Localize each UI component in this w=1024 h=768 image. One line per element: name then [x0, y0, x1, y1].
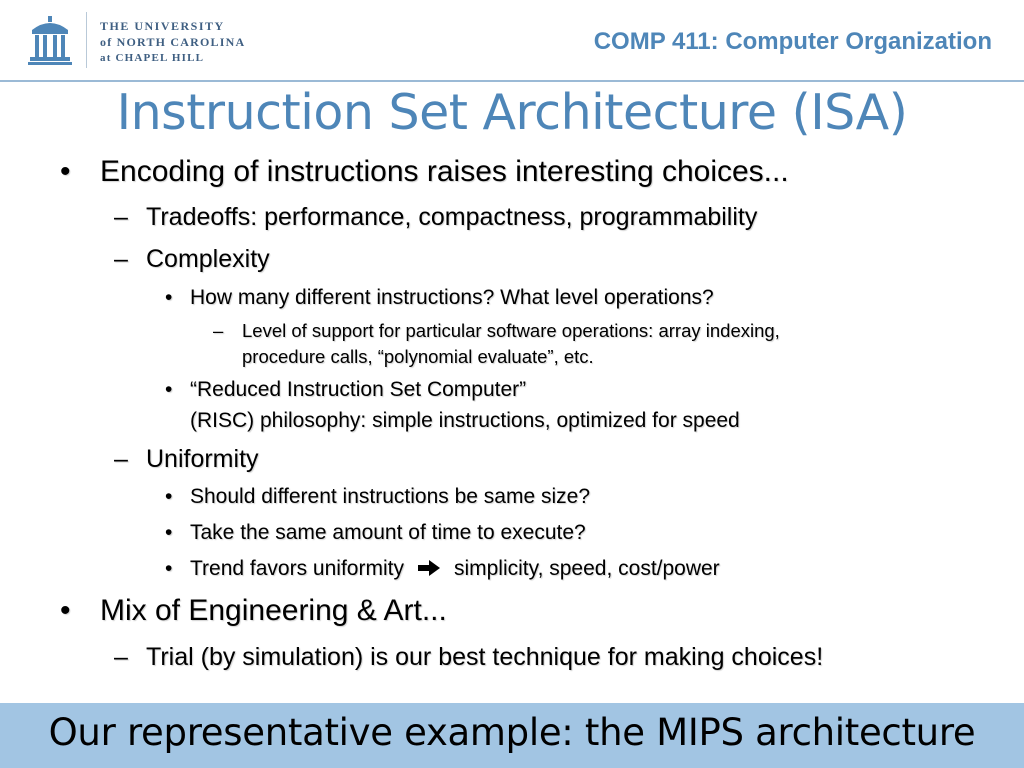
bullet-marker: •	[60, 155, 71, 188]
dash-marker: –	[114, 445, 128, 473]
bullet-complexity: Complexity	[146, 245, 270, 273]
bullet-risc-cont: (RISC) philosophy: simple instructions, optimized for speed	[190, 409, 740, 432]
slide-title: Instruction Set Architecture (ISA)	[116, 84, 908, 141]
bullet-marker: •	[165, 286, 173, 309]
dash-marker: –	[213, 320, 224, 341]
trend-result-text: simplicity, speed, cost/power	[453, 557, 720, 580]
course-title: COMP 411: Computer Organization	[593, 28, 992, 55]
bullet-level-support: Level of support for particular software operations: array indexing,	[242, 320, 780, 341]
bullet-same-size: Should different instructions be same size?	[190, 485, 591, 508]
bullet-encoding: Encoding of instructions raises interesting choices...	[100, 155, 789, 188]
bullet-marker: •	[165, 521, 173, 544]
bullet-tradeoffs: Tradeoffs: performance, compactness, programmability	[146, 203, 758, 231]
footer-banner	[0, 703, 1024, 768]
bullet-trend	[190, 557, 720, 581]
dash-marker: –	[114, 245, 128, 273]
bullet-how-many: How many different instructions? What level operations?	[190, 286, 714, 309]
university-line-2: of NORTH CAROLINA	[100, 35, 246, 49]
bullet-trial: Trial (by simulation) is our best technique for making choices!	[146, 643, 824, 671]
bullet-mix: Mix of Engineering & Art...	[100, 594, 447, 627]
bullet-marker: •	[165, 378, 173, 401]
right-arrow-icon	[418, 560, 440, 576]
dash-marker: –	[114, 643, 128, 671]
bullet-marker: •	[60, 594, 71, 627]
bullet-marker: •	[165, 485, 173, 508]
bullet-same-time: Take the same amount of time to execute?	[190, 521, 586, 544]
dash-marker: –	[114, 203, 128, 231]
footer-text: Our representative example: the MIPS architecture	[48, 711, 976, 754]
bullet-risc: “Reduced Instruction Set Computer”	[190, 378, 527, 401]
bullet-uniformity: Uniformity	[146, 445, 259, 473]
university-line-1: THE UNIVERSITY	[100, 19, 225, 33]
bullet-level-support-cont: procedure calls, “polynomial evaluate”, etc.	[242, 346, 594, 367]
bullet-marker: •	[165, 557, 173, 580]
university-line-3: at CHAPEL HILL	[100, 52, 205, 64]
trend-text: Trend favors uniformity	[190, 557, 404, 580]
